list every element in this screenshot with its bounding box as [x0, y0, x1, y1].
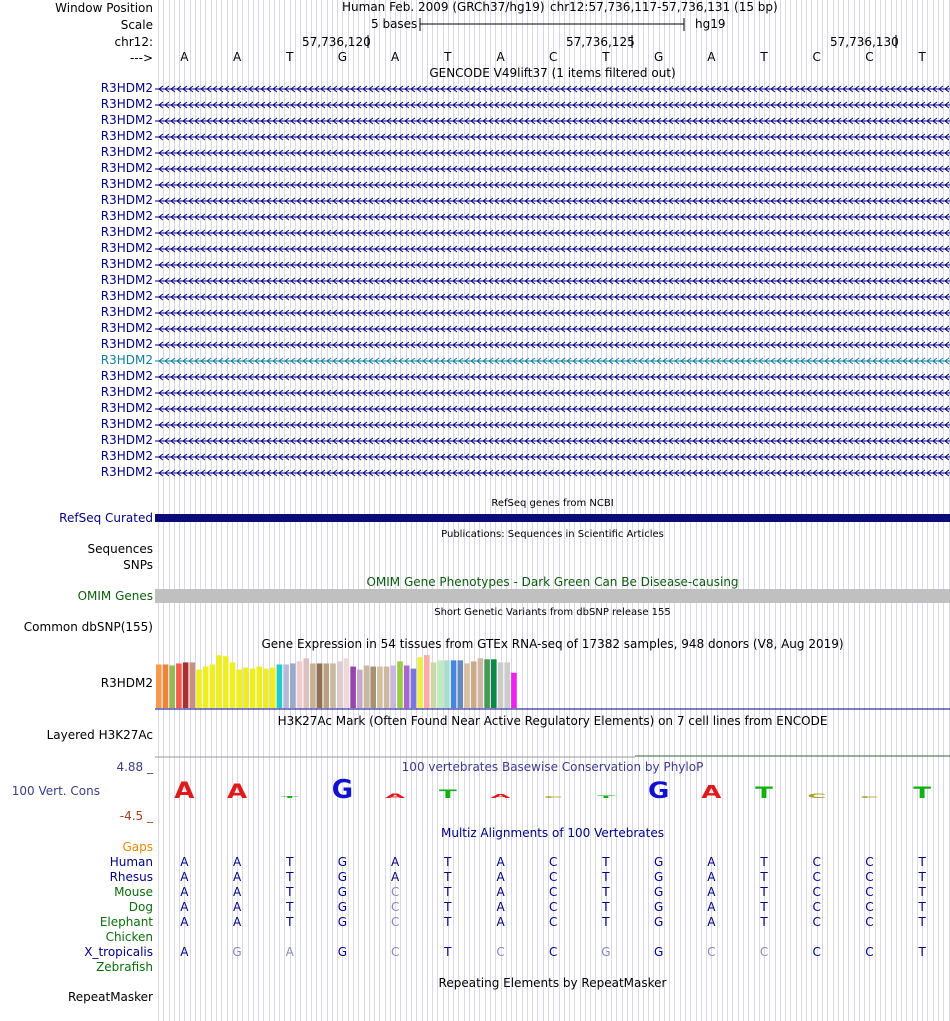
conservation-base-letter: G [331, 775, 354, 805]
conservation-base-letter: C [807, 792, 827, 800]
gencode-gene-label[interactable]: R3HDM2 [100, 321, 153, 335]
multiz-aligned-base: G [653, 945, 664, 959]
conservation-base-letter: G [647, 776, 670, 804]
multiz-aligned-base: T [918, 885, 926, 899]
multiz-aligned-base: A [232, 870, 242, 884]
multiz-aligned-base: A [707, 915, 716, 929]
gencode-gene-label[interactable]: R3HDM2 [100, 145, 153, 159]
gtex-tissue-bar [478, 658, 484, 708]
multiz-aligned-base: G [337, 855, 348, 869]
conservation-base-letter: A [226, 781, 248, 804]
gtex-tissue-bar [491, 659, 497, 708]
gtex-tissue-bar [377, 667, 383, 708]
refseq-track-title: RefSeq genes from NCBI [491, 498, 614, 509]
gtex-tissue-bar [196, 670, 202, 708]
dbsnp-track-title: Short Genetic Variants from dbSNP release 155 [434, 607, 671, 618]
gencode-gene-label[interactable]: R3HDM2 [100, 193, 153, 207]
strand-arrow-label: ---> [129, 51, 153, 65]
multiz-aligned-base: T [286, 900, 294, 914]
gtex-tissue-bar [384, 667, 390, 708]
gtex-tissue-bar [290, 663, 296, 708]
gtex-tissue-bar [391, 666, 397, 708]
multiz-aligned-base: C [390, 915, 400, 929]
repeatmasker-track-title: Repeating Elements by RepeatMasker [438, 976, 667, 990]
conservation-base-letter: T [280, 795, 299, 799]
gtex-tissue-bar [337, 661, 343, 708]
refseq-curated-label[interactable]: RefSeq Curated [59, 511, 153, 525]
omim-gene-bar [155, 589, 950, 603]
multiz-aligned-base: C [759, 945, 769, 959]
gtex-tissue-bar [498, 662, 504, 708]
common-dbsnp-label[interactable]: Common dbSNP(155) [23, 620, 153, 634]
multiz-species-label[interactable]: Dog [128, 900, 153, 914]
gencode-gene-label[interactable]: R3HDM2 [100, 401, 153, 415]
gencode-track-title: GENCODE V49lift37 (1 items filtered out) [429, 66, 676, 80]
gtex-tissue-bar [344, 658, 350, 708]
cons-max-label: 4.88 _ [116, 760, 153, 774]
h3k27ac-track-title: H3K27Ac Mark (Often Found Near Active Regulatory Elements) on 7 cell lines from ENCODE [277, 714, 828, 728]
gencode-gene-label[interactable]: R3HDM2 [100, 385, 153, 399]
gtex-tissue-bar [176, 663, 182, 708]
gencode-gene-label[interactable]: R3HDM2 [100, 241, 153, 255]
multiz-aligned-base: C [390, 885, 400, 899]
multiz-aligned-base: T [760, 885, 768, 899]
conservation-base-letter: T [597, 795, 615, 799]
gencode-gene-label[interactable]: R3HDM2 [100, 257, 153, 271]
gencode-gene-label[interactable]: R3HDM2 [100, 209, 153, 223]
multiz-aligned-base: A [496, 915, 505, 929]
multiz-aligned-base: T [444, 900, 452, 914]
gtex-tissue-bar [484, 659, 490, 708]
gtex-tissue-bar [223, 656, 229, 708]
conservation-base-letter: A [385, 792, 406, 800]
refseq-gene-bar [155, 514, 950, 522]
conservation-base-letter: T [755, 783, 773, 803]
gtex-tissue-bar [458, 660, 464, 708]
sequence-base: T [444, 50, 452, 64]
gencode-gene-label[interactable]: R3HDM2 [100, 97, 153, 111]
gtex-tissue-bar [203, 667, 209, 708]
multiz-aligned-base: A [180, 870, 189, 884]
window-position-value: chr12:57,736,117-57,736,131 (15 bp) [550, 0, 778, 14]
scale-bar-db: hg19 [695, 17, 726, 31]
multiz-aligned-base: A [496, 885, 505, 899]
scale-label: Scale [120, 18, 153, 32]
multiz-aligned-base: C [865, 855, 874, 869]
multiz-aligned-base: G [601, 945, 611, 959]
multiz-aligned-base: G [653, 915, 664, 929]
conservation-base-letter: T [913, 783, 932, 803]
sequence-base: T [918, 50, 926, 64]
multiz-aligned-base: G [337, 900, 348, 914]
multiz-aligned-base: T [918, 945, 926, 959]
sequence-base: T [286, 50, 294, 64]
multiz-aligned-base: A [496, 870, 505, 884]
multiz-aligned-base: T [286, 870, 294, 884]
multiz-aligned-base: A [707, 900, 716, 914]
multiz-aligned-base: A [391, 855, 400, 869]
gtex-tissue-bar [397, 661, 403, 708]
gtex-tissue-bar [216, 655, 222, 708]
multiz-aligned-base: A [180, 855, 189, 869]
sequence-base: A [496, 50, 505, 64]
multiz-aligned-base: C [865, 945, 874, 959]
gtex-tissue-bar [451, 660, 457, 708]
multiz-track-title: Multiz Alignments of 100 Vertebrates [440, 826, 665, 840]
multiz-species-label[interactable]: Mouse [114, 885, 153, 899]
gtex-tissue-bar [424, 655, 430, 708]
conservation-base-letter: T [438, 786, 457, 801]
gtex-tissue-bar [411, 669, 417, 708]
conservation-base-letter: A [490, 793, 511, 800]
multiz-aligned-base: A [707, 870, 716, 884]
gencode-gene-label[interactable]: R3HDM2 [100, 337, 153, 351]
sequence-base: G [653, 50, 664, 64]
multiz-aligned-base: T [760, 900, 768, 914]
multiz-aligned-base: C [549, 870, 558, 884]
conservation-base-letter: A [174, 776, 195, 804]
gencode-gene-label[interactable]: R3HDM2 [100, 81, 153, 95]
multiz-aligned-base: A [180, 915, 189, 929]
omim-track-title: OMIM Gene Phenotypes - Dark Green Can Be Disease-causing [366, 575, 739, 589]
multiz-aligned-base: T [444, 915, 452, 929]
multiz-aligned-base: G [653, 870, 664, 884]
multiz-aligned-base: T [444, 870, 452, 884]
tick-label-3: 57,736,130 [830, 35, 899, 49]
multiz-aligned-base: T [286, 915, 294, 929]
multiz-aligned-base: T [918, 870, 926, 884]
gtex-tissue-bar [277, 664, 283, 708]
sequence-base: A [707, 50, 716, 64]
multiz-aligned-base: G [337, 915, 348, 929]
multiz-species-label[interactable]: Elephant [99, 915, 153, 929]
multiz-aligned-base: C [865, 870, 874, 884]
gtex-tissue-bar [324, 663, 330, 708]
multiz-gaps-label[interactable]: Gaps [122, 840, 153, 854]
multiz-aligned-base: T [918, 915, 926, 929]
scale-bar-text: 5 bases [371, 17, 418, 31]
gencode-gene-label[interactable]: R3HDM2 [100, 129, 153, 143]
gtex-tissue-bar [250, 669, 256, 708]
multiz-aligned-base: A [496, 900, 505, 914]
repeatmasker-label[interactable]: RepeatMasker [67, 990, 153, 1004]
multiz-aligned-base: A [391, 870, 400, 884]
sequence-base: T [760, 50, 768, 64]
multiz-aligned-base: T [918, 900, 926, 914]
multiz-aligned-base: A [496, 855, 505, 869]
multiz-aligned-base: T [286, 885, 294, 899]
multiz-aligned-base: A [232, 885, 242, 899]
omim-genes-label[interactable]: OMIM Genes [77, 589, 153, 603]
gencode-gene-label[interactable]: R3HDM2 [100, 433, 153, 447]
gtex-tissue-bar [350, 667, 356, 708]
gtex-tissue-bar [464, 663, 470, 708]
multiz-aligned-base: C [812, 945, 821, 959]
gtex-gene-label[interactable]: R3HDM2 [100, 676, 153, 690]
multiz-species-label[interactable]: Chicken [105, 930, 153, 944]
multiz-aligned-base: T [286, 855, 294, 869]
gtex-tissue-bar [511, 673, 517, 708]
gtex-tissue-bar [183, 662, 189, 708]
gencode-gene-label[interactable]: R3HDM2 [100, 305, 153, 319]
layered-h3k27ac-label[interactable]: Layered H3K27Ac [46, 728, 153, 742]
sequence-base: A [232, 50, 242, 64]
multiz-aligned-base: G [337, 885, 348, 899]
multiz-aligned-base: C [390, 900, 400, 914]
vert-cons-label[interactable]: 100 Vert. Cons [11, 784, 100, 798]
gtex-tissue-bar [330, 663, 336, 708]
sequence-base: G [337, 50, 348, 64]
gtex-tissue-bar [297, 661, 303, 708]
assembly-title: Human Feb. 2009 (GRCh37/hg19) [342, 0, 545, 14]
gtex-tissue-bar [283, 664, 289, 708]
multiz-aligned-base: A [180, 900, 189, 914]
publications-track-title: Publications: Sequences in Scientific Articles [441, 529, 664, 540]
tick-label-2: 57,736,125 [566, 35, 635, 49]
gencode-gene-label[interactable]: R3HDM2 [100, 417, 153, 431]
sequence-base: A [391, 50, 400, 64]
gtex-tissue-bar [437, 660, 443, 708]
gencode-gene-label[interactable]: R3HDM2 [100, 369, 153, 383]
conservation-base-letter: C [859, 795, 879, 799]
gtex-tissue-bar [156, 664, 162, 708]
multiz-aligned-base: T [602, 855, 610, 869]
multiz-aligned-base: A [285, 945, 294, 959]
multiz-aligned-base: C [812, 870, 821, 884]
multiz-aligned-base: C [549, 855, 558, 869]
sequence-base: T [602, 50, 610, 64]
multiz-species-label[interactable]: Zebrafish [96, 960, 153, 974]
multiz-aligned-base: T [760, 855, 768, 869]
multiz-aligned-base: A [232, 900, 242, 914]
gtex-tissue-bar [169, 666, 175, 708]
gencode-gene-label[interactable]: R3HDM2 [100, 177, 153, 191]
multiz-aligned-base: C [812, 855, 821, 869]
gencode-gene-label[interactable]: R3HDM2 [100, 465, 153, 479]
chr-label: chr12: [114, 35, 153, 49]
gtex-tissue-bar [444, 660, 450, 708]
tick-label-1: 57,736,120 [302, 35, 371, 49]
multiz-aligned-base: G [653, 855, 664, 869]
gtex-tissue-bar [210, 664, 216, 708]
multiz-aligned-base: C [549, 885, 558, 899]
gtex-tissue-bar [370, 667, 376, 708]
sequence-base: C [549, 50, 558, 64]
sequence-base: C [865, 50, 874, 64]
conservation-base-letter: A [701, 781, 722, 803]
gtex-tissue-bar [263, 669, 269, 708]
conservation-base-letter: C [543, 795, 563, 799]
gtex-tissue-bar [190, 662, 196, 708]
multiz-aligned-base: C [390, 945, 400, 959]
multiz-aligned-base: T [760, 870, 768, 884]
multiz-aligned-base: A [707, 855, 716, 869]
sequence-base: C [812, 50, 821, 64]
publications-sequences-label[interactable]: Sequences [87, 542, 153, 556]
multiz-aligned-base: T [444, 945, 452, 959]
multiz-aligned-base: G [653, 885, 664, 899]
multiz-aligned-base: T [444, 855, 452, 869]
gtex-tissue-bar [357, 670, 363, 708]
gtex-tissue-bar [236, 670, 242, 708]
multiz-aligned-base: C [707, 945, 716, 959]
gtex-tissue-bar [417, 657, 423, 708]
gencode-gene-label[interactable]: R3HDM2 [100, 353, 153, 367]
cons-min-label: -4.5 _ [119, 809, 153, 823]
multiz-aligned-base: A [232, 855, 242, 869]
multiz-aligned-base: C [549, 915, 558, 929]
multiz-species-label[interactable]: X_tropicalis [84, 945, 153, 959]
gtex-tissue-bar [230, 662, 236, 708]
gtex-tissue-bar [243, 668, 249, 708]
multiz-aligned-base: T [760, 915, 768, 929]
multiz-aligned-base: T [602, 870, 610, 884]
multiz-species-label[interactable]: Human [109, 855, 153, 869]
gencode-gene-label[interactable]: R3HDM2 [100, 113, 153, 127]
multiz-aligned-base: T [602, 915, 610, 929]
multiz-aligned-base: T [602, 885, 610, 899]
multiz-aligned-base: G [653, 900, 664, 914]
gtex-tissue-bar [504, 662, 510, 708]
sequence-base: A [180, 50, 189, 64]
multiz-aligned-base: G [232, 945, 242, 959]
publications-snps-label[interactable]: SNPs [123, 558, 153, 572]
gencode-gene-label[interactable]: R3HDM2 [100, 225, 153, 239]
multiz-aligned-base: C [812, 915, 821, 929]
gencode-gene-label[interactable]: R3HDM2 [100, 161, 153, 175]
multiz-aligned-base: C [865, 900, 874, 914]
multiz-aligned-base: A [707, 885, 716, 899]
multiz-aligned-base: C [549, 945, 558, 959]
gtex-tissue-bar [303, 658, 309, 708]
gtex-tissue-bar [471, 661, 477, 708]
gtex-tissue-bar [310, 663, 316, 708]
multiz-aligned-base: T [602, 900, 610, 914]
multiz-aligned-base: A [180, 885, 189, 899]
gtex-tissue-bar [431, 662, 437, 708]
multiz-aligned-base: T [918, 855, 926, 869]
multiz-aligned-base: C [549, 900, 558, 914]
gencode-gene-label[interactable]: R3HDM2 [100, 449, 153, 463]
multiz-aligned-base: C [865, 915, 874, 929]
gtex-tissue-bar [163, 664, 169, 708]
multiz-aligned-base: C [865, 885, 874, 899]
gtex-tissue-bar [364, 666, 370, 708]
multiz-aligned-base: A [180, 945, 189, 959]
gtex-tissue-bar [270, 668, 276, 708]
multiz-species-label[interactable]: Rhesus [109, 870, 153, 884]
tracks-graphics [155, 0, 950, 1021]
multiz-aligned-base: A [232, 915, 242, 929]
gtex-tissue-bar [317, 663, 323, 708]
conservation-track-title: 100 vertebrates Basewise Conservation by PhyloP [401, 760, 704, 774]
gtex-tissue-bar [257, 667, 263, 708]
gencode-gene-label[interactable]: R3HDM2 [100, 289, 153, 303]
multiz-aligned-base: C [812, 900, 821, 914]
multiz-aligned-base: T [444, 885, 452, 899]
gencode-gene-label[interactable]: R3HDM2 [100, 273, 153, 287]
multiz-aligned-base: G [337, 870, 348, 884]
gtex-tissue-bar [404, 666, 410, 708]
window-position-label: Window Position [55, 1, 153, 15]
multiz-aligned-base: C [496, 945, 505, 959]
multiz-aligned-base: C [812, 885, 821, 899]
multiz-aligned-base: G [337, 945, 348, 959]
gtex-track-title: Gene Expression in 54 tissues from GTEx RNA-seq of 17382 samples, 948 donors (V8, Aug 2019) [261, 637, 844, 651]
